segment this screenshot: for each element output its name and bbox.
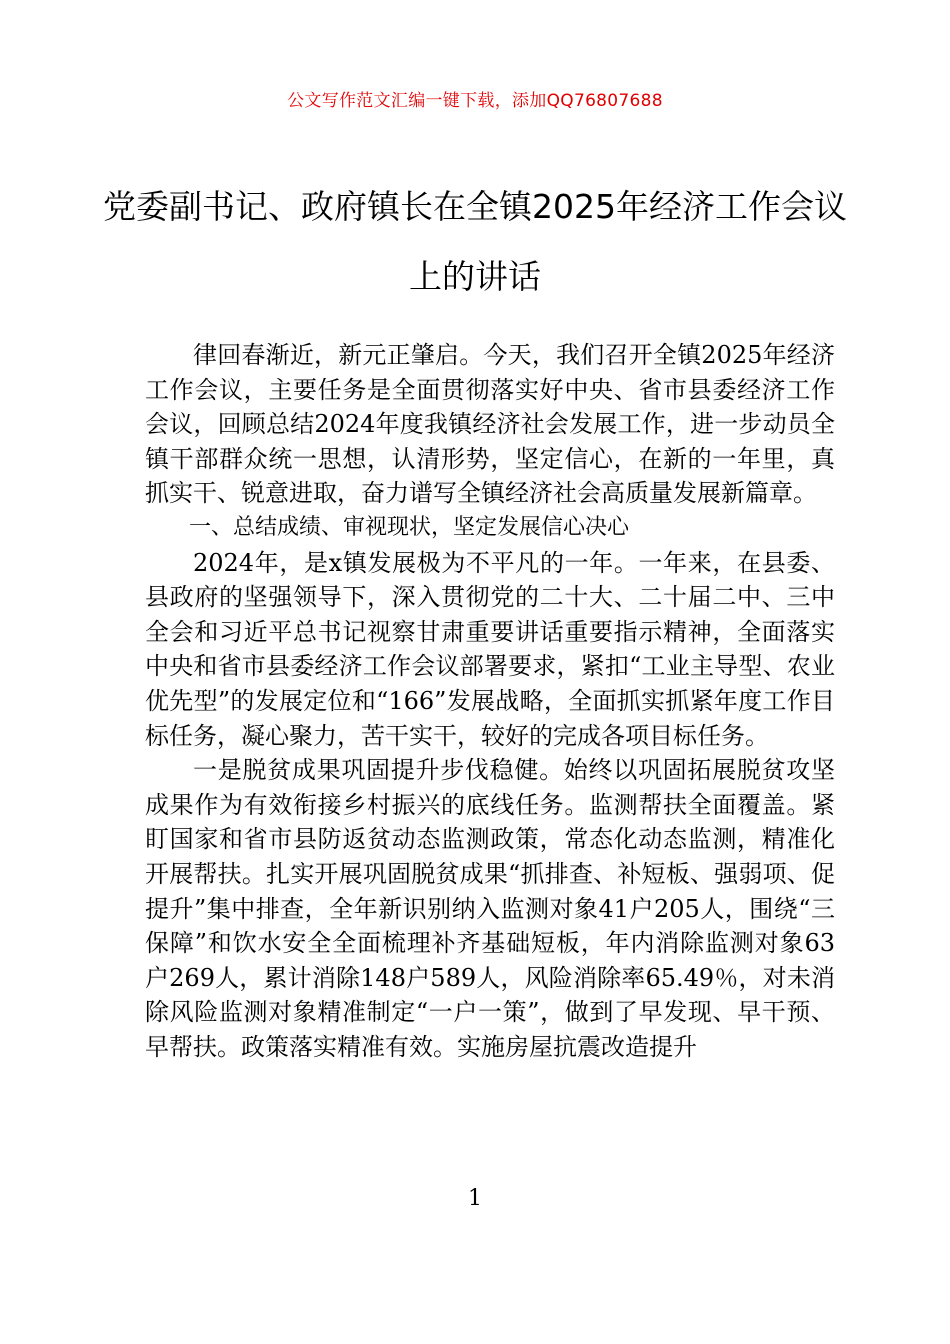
intro-paragraph: 律回春渐近，新元正肇启。今天，我们召开全镇2025年经济工作会议，主要任务是全面贯彻落实好中央、省市县委经济工作会议，回顾总结2024年度我镇经济社会发展工作，进一步动员全镇干部群众统一思想，认清形势，坚定信心，在新的一年里，真抓实干、锐意进取，奋力谱写全镇经济社会高质量发展新篇章。 — [145, 341, 835, 508]
page-number: 1 — [468, 1186, 482, 1211]
section-paragraph: 一是脱贫成果巩固提升步伐稳健。始终以巩固拓展脱贫攻坚成果作为有效衔接乡村振兴的底线任务。监测帮扶全面覆盖。紧盯国家和省市县防返贫动态监测政策，常态化动态监测，精准化开展帮扶。扎实开展巩固脱贫成果“抓排查、补短板、强弱项、促提升”集中排查，全年新识别纳入监测对象41户205人，围绕“三保障”和饮水安全全面梳理补齐基础短板，年内消除监测对象63户269人，累计消除148户589人，风险消除率65.49％，对未消除风险监测对象精准制定“一户一策”，做到了早发现、早干预、早帮扶。政策落实精准有效。实施房屋抗震改造提升 — [145, 756, 835, 1061]
document-title: 党委副书记、政府镇长在全镇2025年经济工作会议上的讲话 — [103, 187, 847, 296]
promo-header: 公文写作范文汇编一键下载，添加QQ76807688 — [287, 91, 663, 111]
document-body — [145, 338, 835, 1064]
section-heading: 一、总结成绩、审视现状，坚定发展信心决心 — [189, 514, 630, 540]
section-paragraph: 2024年，是x镇发展极为不平凡的一年。一年来，在县委、县政府的坚强领导下，深入贯彻党的二十大、二十届二中、三中全会和习近平总书记视察甘肃重要讲话重要指示精神，全面落实中央和省市县委经济工作会议部署要求，紧扣“工业主导型、农业优先型”的发展定位和“166”发展战略，全面抓实抓紧年度工作目标任务，凝心聚力，苦干实干，较好的完成各项目标任务。 — [145, 548, 835, 750]
